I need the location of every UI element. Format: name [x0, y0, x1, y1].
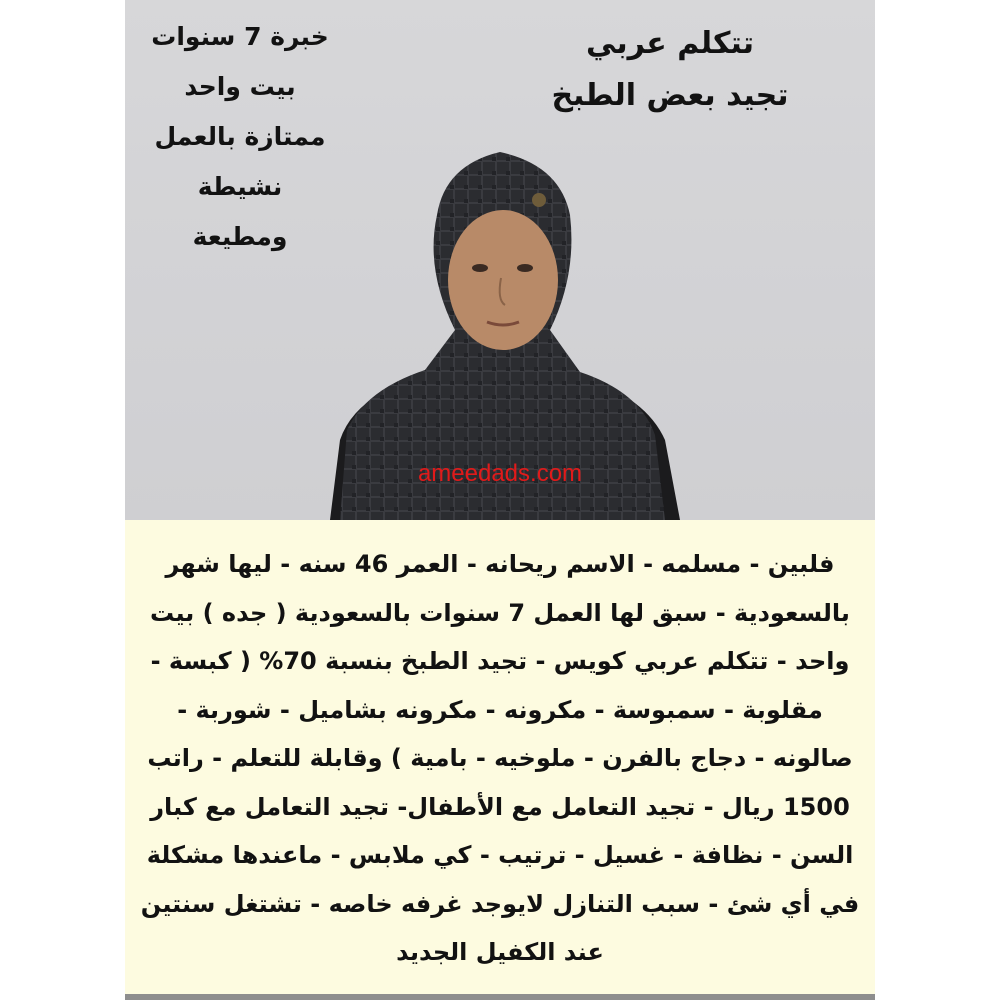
- header-right-line: تجيد بعض الطبخ: [551, 78, 789, 113]
- description-line: بالسعودية - سبق لها العمل 7 سنوات بالسعودية ( جده ) بيت: [150, 598, 850, 627]
- description-line: 1500 ريال - تجيد التعامل مع الأطفال- تجيد التعامل مع كبار: [150, 792, 850, 821]
- description-line: مقلوبة - سمبوسة - مكرونه - مكرونه بشاميل - شوربة -: [177, 695, 823, 724]
- header-left-line: ومطيعة: [192, 222, 288, 251]
- description-line: السن - نظافة - غسيل - ترتيب - كي ملابس - ماعندها مشكلة: [146, 841, 854, 869]
- ad-card: [125, 0, 875, 1000]
- header-left-line: بيت واحد: [184, 72, 296, 101]
- header-right-list: [505, 18, 835, 122]
- watermark: ameedads.com: [417, 460, 583, 487]
- header-left-line: نشيطة: [197, 172, 283, 201]
- header-left-line: ممتازة بالعمل: [154, 122, 326, 151]
- header-left-line: خبرة 7 سنوات: [151, 22, 329, 51]
- description-line: واحد - تتكلم عربي كويس - تجيد الطبخ بنسبة 70% ( كبسة -: [150, 647, 850, 675]
- description-line: عند الكفيل الجديد: [396, 938, 604, 966]
- description-line: فلبين - مسلمه - الاسم ريحانه - العمر 46 سنه - ليها شهر: [165, 550, 835, 578]
- bottom-strip: [125, 994, 875, 1000]
- description: [125, 540, 875, 977]
- profile-photo: [125, 0, 875, 520]
- description-line: صالونه - دجاج بالفرن - ملوخيه - بامية ) وقابلة للتعلم - راتب: [147, 744, 853, 772]
- header-left-list: [135, 12, 345, 262]
- description-line: في أي شئ - سبب التنازل لايوجد غرفه خاصه - تشتغل سنتين: [140, 889, 860, 918]
- header-right-line: تتكلم عربي: [586, 26, 754, 61]
